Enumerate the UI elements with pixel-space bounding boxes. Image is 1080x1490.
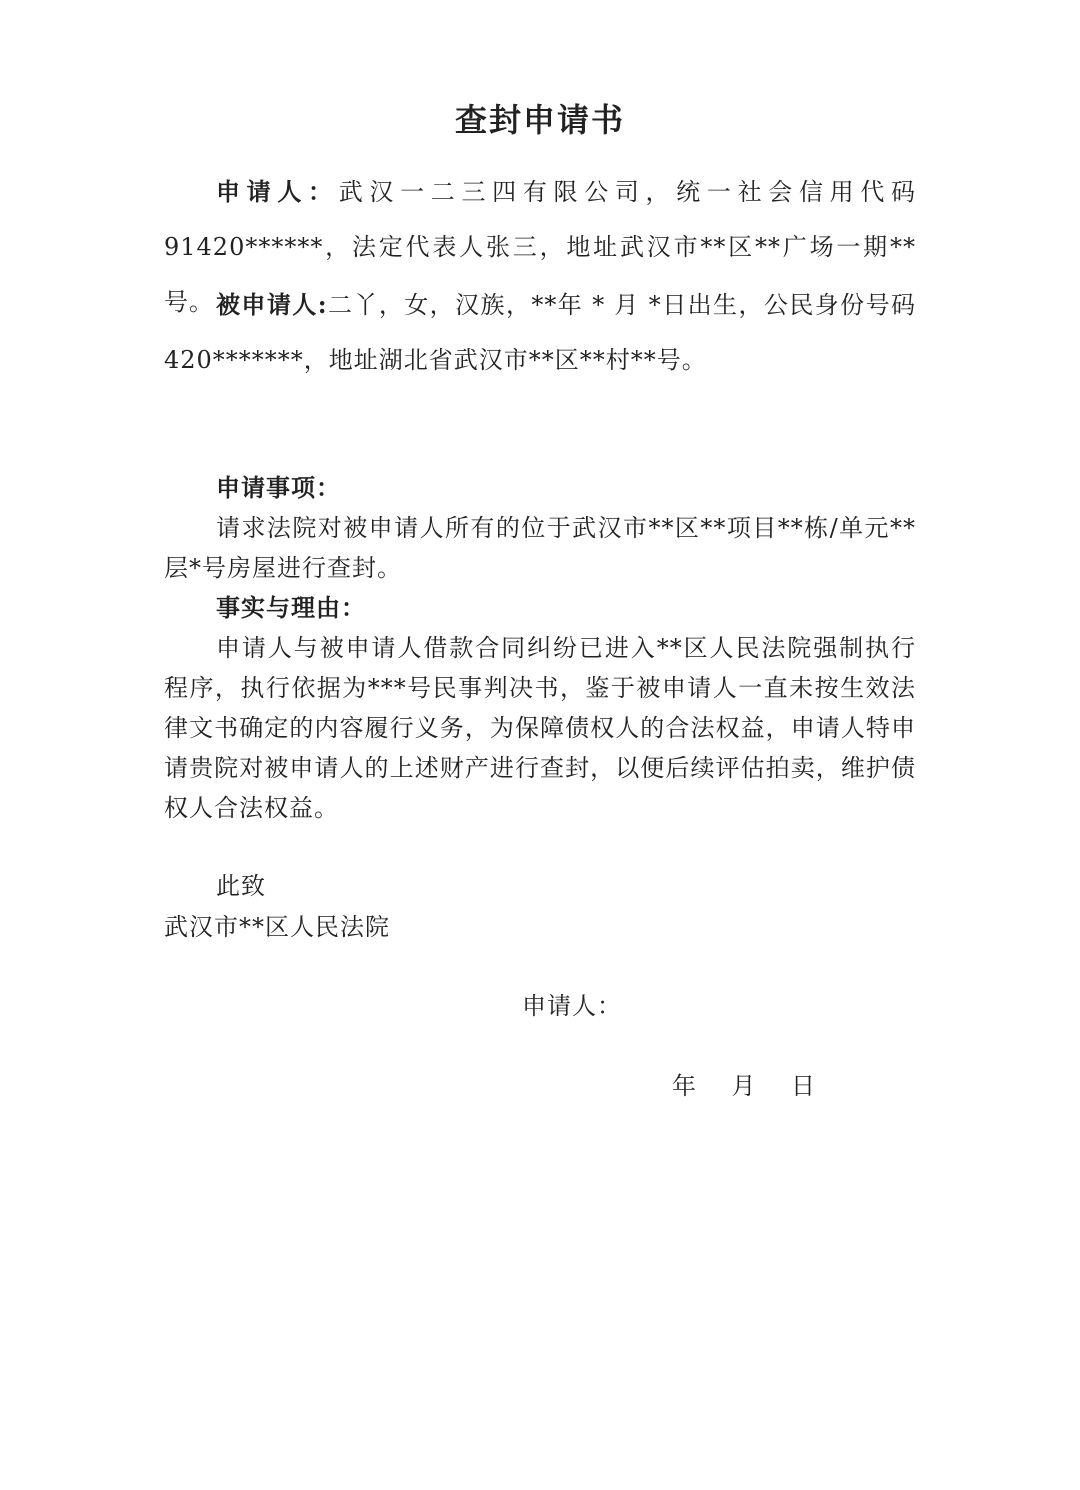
request-heading: 申请事项：	[216, 473, 341, 502]
respondent-label: 被申请人:	[216, 290, 328, 319]
salutation: 此致	[216, 872, 266, 900]
request-text: 请求法院对被申请人所有的位于武汉市**区**项目**栋/单元**层*号房屋进行查封。	[164, 514, 916, 582]
court-recipient: 武汉市**区人民法院	[164, 913, 390, 941]
date-label: 年 月 日	[672, 1072, 817, 1100]
respondent-text: 二丫，女，汉族，**年 * 月 *日出生，公民身份号码420*******，地址湖北省武汉市**区**村**号。	[164, 291, 917, 374]
signature-label: 申请人：	[522, 992, 622, 1020]
facts-text: 申请人与被申请人借款合同纠纷已进入**区人民法院强制执行程序，执行依据为***号民事判决书，鉴于被申请人一直未按生效法律文书确定的内容履行义务，为保障债权人的合法权益，申请人特申请贵院对被申请人的上述财产进行查封，以便后续评估拍卖，维护债权人合法权益。	[164, 634, 916, 822]
respondent-paragraph	[164, 277, 916, 388]
applicant-label: 申请人：	[216, 177, 339, 206]
document-title: 查封申请书	[454, 101, 625, 139]
applicant-text: 武汉一二三四有限公司，统一社会信用代码91420******，法定代表人张三，地址武汉市**区**广场一期**号。	[164, 178, 917, 316]
facts-heading: 事实与理由：	[216, 593, 366, 622]
